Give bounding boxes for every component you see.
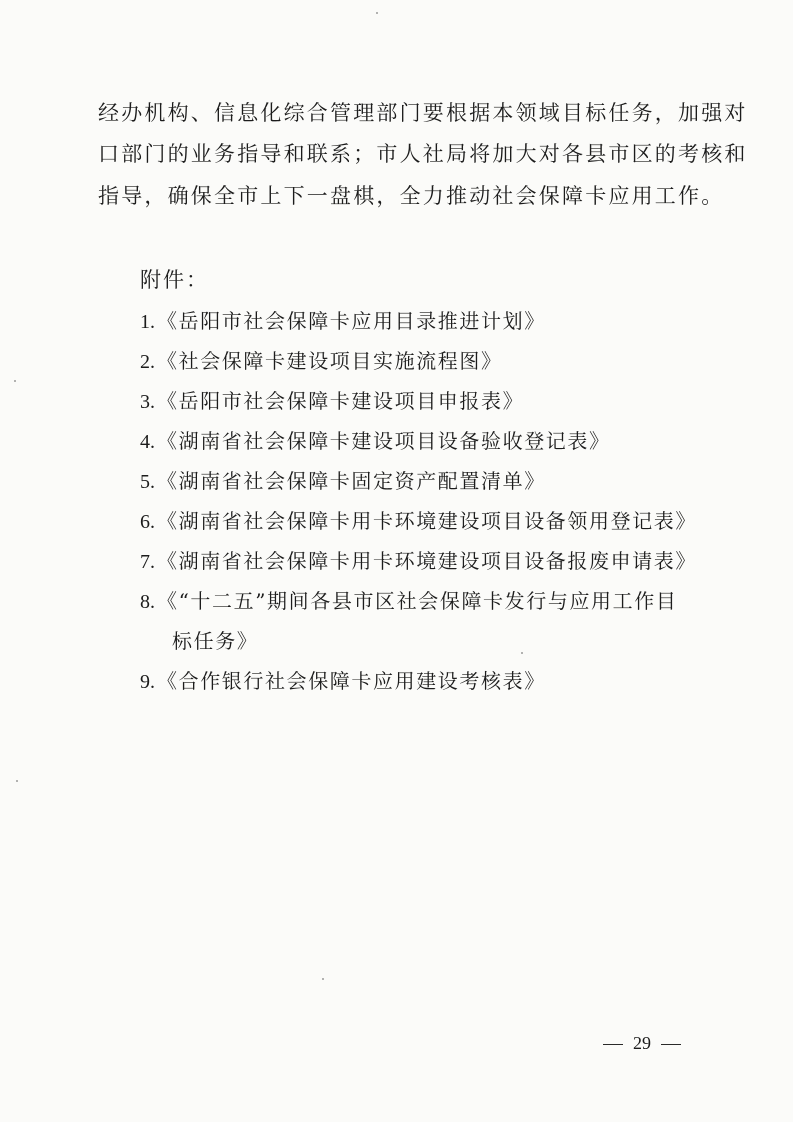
- body-line-1: 经办机构、信息化综合管理部门要根据本领域目标任务，加强对: [98, 101, 748, 125]
- attachment-item-5: [140, 465, 546, 494]
- scan-speck: [376, 12, 378, 14]
- attachment-item-8-continuation: 标任务》: [172, 629, 259, 653]
- body-line-2: 口部门的业务指导和联系；市人社局将加大对各县市区的考核和: [98, 142, 748, 166]
- attachment-number: 3.: [140, 391, 155, 413]
- attachment-number: 9.: [140, 671, 155, 693]
- attachment-title: 《湖南省社会保障卡用卡环境建设项目设备领用登记表》: [157, 509, 697, 533]
- attachment-title: 《合作银行社会保障卡应用建设考核表》: [157, 669, 546, 693]
- scan-speck: [16, 780, 18, 782]
- attachment-title: 《湖南省社会保障卡用卡环境建设项目设备报废申请表》: [157, 549, 697, 573]
- page-number-value: 29: [633, 1033, 651, 1053]
- attachment-number: 5.: [140, 471, 155, 493]
- attachment-title: 《“十二五”期间各县市区社会保障卡发行与应用工作目: [157, 589, 678, 613]
- scan-speck: [14, 380, 16, 382]
- attachment-item-3: [140, 385, 524, 414]
- scan-speck: [322, 978, 324, 980]
- attachment-item-6: [140, 505, 697, 534]
- attachment-number: 4.: [140, 431, 155, 453]
- attachment-number: 7.: [140, 551, 155, 573]
- attachment-title: 《岳阳市社会保障卡应用目录推进计划》: [157, 309, 546, 333]
- page-number: [603, 1033, 681, 1054]
- attachment-number: 6.: [140, 511, 155, 533]
- attachment-item-9: [140, 665, 546, 694]
- attachment-number: 8.: [140, 591, 155, 613]
- attachment-item-4: [140, 425, 611, 454]
- attachment-title: 《湖南省社会保障卡建设项目设备验收登记表》: [157, 429, 611, 453]
- page-number-right-dash: [661, 1044, 681, 1045]
- scan-speck: [521, 652, 523, 654]
- attachment-item-7: [140, 545, 697, 574]
- attachment-title: 《湖南省社会保障卡固定资产配置清单》: [157, 469, 546, 493]
- attachment-item-2: [140, 345, 503, 374]
- attachment-number: 1.: [140, 311, 155, 333]
- attachment-item-8: [140, 585, 677, 614]
- attachments-title: 附件：: [140, 268, 209, 292]
- page-number-left-dash: [603, 1044, 623, 1045]
- attachment-title: 《社会保障卡建设项目实施流程图》: [157, 349, 503, 373]
- body-line-3: 指导，确保全市上下一盘棋，全力推动社会保障卡应用工作。: [98, 184, 725, 208]
- attachment-number: 2.: [140, 351, 155, 373]
- attachment-item-1: [140, 305, 546, 334]
- attachment-title: 《岳阳市社会保障卡建设项目申报表》: [157, 389, 525, 413]
